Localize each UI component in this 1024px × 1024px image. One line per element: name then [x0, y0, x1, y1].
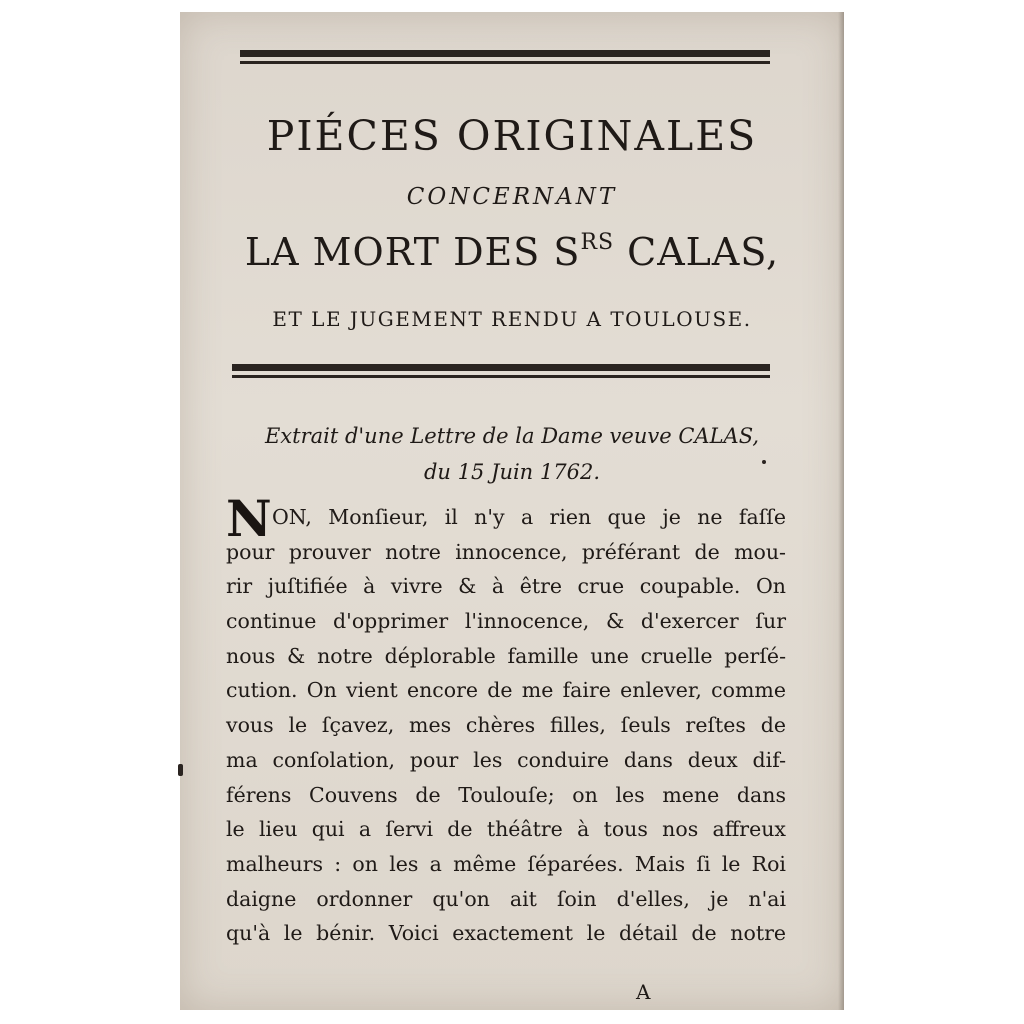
body-line: férens Couvens de Toulouſe; on les mene dans: [226, 782, 786, 807]
document-page: [180, 12, 844, 1010]
body-line: cution. On vient encore de me faire enlever, comme: [226, 678, 786, 703]
title-la-mort-main: LA MORT DES S: [244, 230, 581, 274]
signature-mark: A: [636, 980, 651, 1004]
title-pieces-originales: PIÉCES ORIGINALES: [266, 112, 758, 160]
body-line: daigne ordonner qu'on ait ſoin d'elles, je n'ai: [226, 886, 786, 911]
extract-date: du 15 Juin 1762.: [423, 460, 601, 484]
body-line: malheurs : on les a même ſéparées. Mais ſi le Roi: [226, 851, 786, 876]
rule-thick-line: [240, 50, 770, 57]
body-line: le lieu qui a ſervi de théâtre à tous nos affreux: [226, 817, 786, 842]
middle-double-rule: [232, 364, 770, 380]
body-line: rir juſtifiée à vivre & à être crue coupable. On: [226, 574, 786, 599]
body-line: nous & notre déplorable famille une cruelle perſé-: [226, 643, 786, 668]
letter-body: [226, 500, 786, 951]
body-line: vous le ſçavez, mes chères filles, ſeuls reſtes de: [226, 713, 786, 738]
ink-speck: [178, 764, 183, 776]
rule-thick-line: [232, 364, 770, 371]
rule-thin-line: [232, 375, 770, 378]
body-line: pour prouver notre innocence, préférant de mou-: [226, 539, 786, 564]
title-la-mort-end: CALAS,: [614, 230, 780, 274]
title-la-mort: [180, 230, 844, 274]
body-line: qu'à le bénir. Voici exactement le détail de notre: [226, 921, 786, 946]
body-line: ma conſolation, pour les conduire dans deux dif-: [226, 747, 786, 772]
rule-thin-line: [240, 61, 770, 64]
title-concernant: CONCERNANT: [406, 184, 618, 210]
ink-speck: [762, 460, 766, 464]
body-line: continue d'opprimer l'innocence, & d'exercer ſur: [226, 609, 786, 634]
title-superscript: RS: [580, 230, 615, 255]
title-jugement: ET LE JUGEMENT RENDU A TOULOUSE.: [272, 307, 752, 331]
body-line: ON, Monſieur, il n'y a rien que je ne faſſe: [272, 505, 786, 529]
extract-heading: Extrait d'une Lettre de la Dame veuve CALAS,: [264, 424, 760, 448]
drop-cap: N: [226, 489, 272, 548]
top-double-rule: [240, 50, 770, 66]
